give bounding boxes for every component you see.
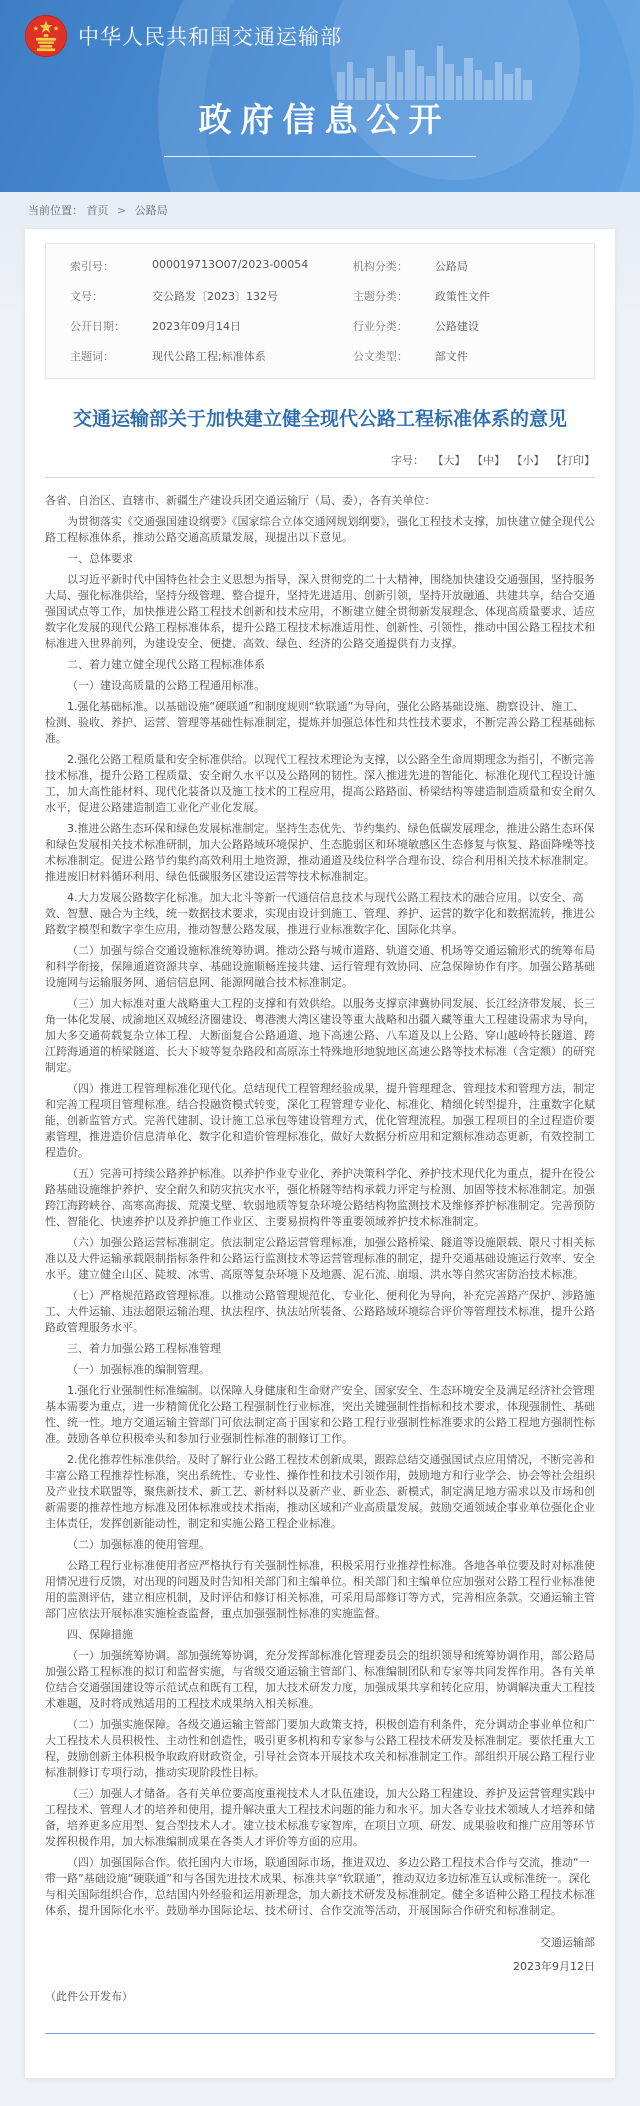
- document-paragraph: （一）加强统筹协调。部加强统筹协调，充分发挥部标准化管理委员会的组织领导和统筹协调作用，部公路局加强公路工程标准的拟订和监督实施，与省级交通运输主管部门、标准编制团队和专家等共同发挥作用。各有关单位结合交通强国建设等示范试点和既有工程，加大技术研发力度，加强成果共享和转化应用，协调解决重大工程技术难题，及时将成熟适用的工程技术成果纳入相关标准。: [45, 1648, 595, 1710]
- meta-row: [46, 341, 594, 371]
- document-paragraph: 为贯彻落实《交通强国建设纲要》《国家综合立体交通网规划纲要》，强化工程技术支撑，加快建立健全现代公路工程标准体系，推动公路交通高质量发展，现提出以下意见。: [45, 514, 595, 544]
- meta-label-org-category: 机构分类：: [352, 260, 408, 273]
- font-size-medium-button[interactable]: 【中】: [472, 453, 505, 467]
- document-paragraph: （四）推进工程管理标准化现代化。总结现代工程管理经验成果，提升管理理念、管理技术和管理方法，制定和完善工程项目管理标准。结合投融资模式转变，深化工程管理专业化、标准化、精细化转型提升，注重数字化赋能，创新监管方式。完善代建制、设计施工总承包等建设管理方式，优化管理流程。加强工程项目的全过程造价要素管理，推进造价信息清单化、数字化和造价管理标准化，做好大数据分析应用和定额标准动态更新，有效控制工程造价。: [45, 1081, 595, 1159]
- meta-row: [46, 251, 594, 281]
- page-title: 政府信息公开: [198, 100, 451, 139]
- print-button[interactable]: 【打印】: [551, 453, 595, 467]
- document-paragraph-salutation: 各省、自治区、直辖市、新疆生产建设兵团交通运输厅（局、委），各有关单位：: [45, 493, 436, 507]
- meta-label-industry-category: 行业分类：: [352, 320, 408, 333]
- signature-date: 2023年9月12日: [513, 1959, 595, 1973]
- document-title: 交通运输部关于加快建立健全现代公路工程标准体系的意见: [72, 408, 567, 430]
- bottom-divider: [45, 2033, 595, 2034]
- breadcrumb: [0, 192, 640, 229]
- document-paragraph: （二）加强实施保障。各级交通运输主管部门要加大政策支持，积极创造有利条件，充分调动企事业单位和广大工程技术人员积极性、主动性和创造性，吸引更多机构和专家参与公路工程技术研发及标准制定。要依托重大工程，鼓励创新主体积极争取政府财政资金，引导社会资本开展技术攻关和标准制定工作。部组织开展公路工程行业标准制修订专项行动，推动实现阶段性目标。: [45, 1717, 595, 1779]
- document-meta-box: [45, 243, 595, 379]
- document-paragraph: 1.强化基础标准。以基础设施“硬联通”和制度规则“软联通”为导向，强化公路基础设施、勘察设计、施工、检测、验收、养护、运营、管理等基础性标准制定，提炼并加强总体性和共性技术要求，不断完善公路工程基础标准。: [45, 699, 595, 745]
- site-brand: [0, 0, 640, 58]
- document-paragraph: 2.优化推荐性标准供给。及时了解行业公路工程技术创新成果，跟踪总结交通强国试点应用情况，不断完善和丰富公路工程推荐性标准，突出系统性、专业性、操作性和技术引领作用，鼓励地方和行业学会、协会等社会组织及产业技术联盟等，聚焦新技术、新工艺、新材料以及新产业、新业态、新模式，制定满足地方需求以及市场和创新需要的推荐性地方标准及团体标准或技术指南，推动区域和产业高质量发展。鼓励交通领域企事业单位强化企业主体责任，发挥创新能动性，制定和实施公路工程企业标准。: [45, 1452, 595, 1530]
- national-emblem-icon: [24, 14, 68, 58]
- public-release-note: （此件公开发布）: [45, 1989, 133, 2003]
- document-paragraph: （七）严格规范路政管理标准。以推动公路管理规范化、专业化、便利化为导向，补充完善路产保护、涉路施工、大件运输、违法超限运输治理、执法程序、执法站所装备、公路路域环境综合评价等管理技术标准，提升公路路政管理服务水平。: [45, 1288, 595, 1334]
- document-body: [45, 493, 595, 1919]
- meta-label-index-no: 索引号：: [70, 260, 114, 273]
- document-section-heading: 一、总体要求: [67, 551, 133, 565]
- document-subsection-heading: （一）加强标准的编制管理。: [67, 1362, 210, 1376]
- meta-label-keywords: 主题词：: [70, 350, 114, 363]
- meta-row: [46, 311, 594, 341]
- document-paragraph: 公路工程行业标准使用者应严格执行有关强制性标准，积极采用行业推荐性标准。各地各单位要及时对标准使用情况进行反馈，对出现的问题及时告知相关部门和主编单位。相关部门和主编单位应加强对公路工程行业标准使用的监测评估，建立相应机制，及时评估和修订相关标准，可采用局部修订等方式，完善相应条款。交通运输主管部门应依法开展标准实施检查监督，重点加强强制性标准的实施监督。: [45, 1558, 595, 1620]
- font-size-large-button[interactable]: 【大】: [432, 453, 466, 467]
- meta-value-topic-category: 政策性文件: [434, 290, 490, 303]
- document-subsection-heading: （二）加强标准的使用管理。: [67, 1537, 210, 1551]
- meta-value-doc-type: 部文件: [434, 350, 468, 363]
- font-size-small-button[interactable]: 【小】: [511, 453, 545, 467]
- document-paragraph: 4.大力发展公路数字化标准。加大北斗等新一代通信信息技术与现代公路工程技术的融合应用。以安全、高效、智慧、融合为主线，统一数据技术要求，实现由设计到施工、管理、养护、运营的数字化和数据流转，推进公路数字模型和数字孪生应用，推动智慧公路发展，推进行业标准数字化、国际化共享。: [45, 890, 595, 936]
- meta-value-doc-no: 交公路发〔2023〕132号: [152, 290, 278, 303]
- meta-value-industry-category: 公路建设: [434, 320, 479, 333]
- meta-value-index-no: 000019713O07/2023-00054: [152, 258, 309, 271]
- document-paragraph: （四）加强国际合作。依托国内大市场，联通国际市场，推进双边、多边公路工程技术合作与交流，推动“一带一路”基础设施“硬联通”和与各国先进技术成果、标准共享“软联通”，推动双边多边标准互认或标准统一。深化与相关国际组织合作，总结国内外经验和运用新理念，加大新技术研发及标准制定。健全多语种公路工程技术标准体系，提升国际化水平。鼓励举办国际论坛、技术研讨、合作交流等活动，开展国际合作研究和标准制定。: [45, 1855, 595, 1917]
- meta-label-doc-no: 文号：: [70, 290, 103, 303]
- breadcrumb-current: 公路局: [134, 204, 168, 217]
- site-header: [0, 0, 640, 192]
- document-paragraph: （三）加强人才储备。各有关单位要高度重视技术人才队伍建设，加大公路工程建设、养护及运营管理实践中工程技术、管理人才的培养和使用，提升解决重大工程技术问题的能力和水平。加大各专业技术领域人才培养和储备，培养更多应用型、复合型技术人才。建立技术标准专家智库，在项目立项、研发、成果验收和推广应用等环节发挥积极作用，加大标准编制成果在各类人才评价等方面的应用。: [45, 1786, 595, 1848]
- site-name: 中华人民共和国交通运输部: [78, 25, 342, 49]
- document-paragraph: （三）加大标准对重大战略重大工程的支撑和有效供给。以服务支撑京津冀协同发展、长江经济带发展、长三角一体化发展、成渝地区双城经济圈建设、粤港澳大湾区建设等重大战略和出疆入藏等重大工程建设需求为导向，加大多交通荷载复杂立体工程、大断面复合公路通道、地下高速公路、八车道及以上公路、穿山越岭特长隧道、跨江跨海通道的桥梁隧道、长大下坡等复杂路段和高原冻土特殊地形地貌地区高速公路等技术标准（含定额）的研究制定。: [45, 996, 595, 1074]
- title-underline: [164, 156, 476, 157]
- breadcrumb-separator: >: [117, 204, 127, 217]
- font-size-label: 字号：: [391, 453, 424, 467]
- document-paragraph: （六）加强公路运营标准制定。依法制定公路运营管理标准，加强公路桥梁、隧道等设施限载、限尺寸相关标准以及大件运输承载限制指标条件和公路运行监测技术等运营管理标准的制定，提升交通基础设施运行效率、安全水平。建立健全山区、陡坡、冰雪、高原等复杂环境下及地震、泥石流、崩塌、洪水等自然灾害防治技术标准。: [45, 1235, 595, 1281]
- meta-label-doc-type: 公文类型：: [352, 350, 408, 363]
- document-section-heading: 四、保障措施: [67, 1627, 133, 1641]
- meta-value-keywords: 现代公路工程;标准体系: [152, 350, 266, 363]
- document-paragraph: 3.推进公路生态环保和绿色发展标准制定。坚持生态优先、节约集约、绿色低碳发展理念，推进公路生态环保和绿色发展相关技术标准研制，加大公路路域环境保护、生态脆弱区和环境敏感区生态修复与恢复、路面降噪等技术标准制定。促进公路节约集约高效利用土地资源，推动通道及线位科学合理布设、综合利用相关技术标准制定。推进废旧材料循环利用、绿色低碳服务区建设运营等技术标准制定。: [45, 821, 595, 883]
- content-card: [25, 229, 615, 2078]
- document-paragraph: 以习近平新时代中国特色社会主义思想为指导，深入贯彻党的二十大精神，围绕加快建设交通强国，坚持服务大局、强化标准供给，坚持分级管理、整合提升，坚持先进适用、创新引领，坚持开放融通、共建共享，结合交通强国试点等工作，加快推进公路工程技术创新和技术应用，不断建立健全贯彻新发展理念、体现高质量要求、适应数字化发展的现代公路工程标准体系，提升公路工程技术标准适用性、创新性、引领性，推动中国公路工程技术和标准进入世界前列，为建设安全、便捷、高效、绿色、经济的公路交通提供有力支撑。: [45, 572, 595, 650]
- meta-label-publish-date: 公开日期：: [70, 320, 125, 333]
- signature-issuer: 交通运输部: [540, 1935, 595, 1949]
- document-paragraph: （二）加强与综合交通设施标准统筹协调。推动公路与城市道路、轨道交通、机场等交通运输形式的统筹布局和科学衔接，保障通道资源共享、基础设施顺畅连接共建、运行管理有效协同、应急保障协作有序。加强公路基础设施网与运输服务网、通信信息网、能源网融合技术标准制定。: [45, 943, 595, 989]
- meta-label-topic-category: 主题分类：: [352, 290, 408, 303]
- font-size-toolbar: [45, 452, 595, 478]
- meta-row: [46, 281, 594, 311]
- breadcrumb-label: 当前位置：: [28, 204, 83, 217]
- signature-block: [45, 1935, 595, 2005]
- document-paragraph: 1.强化行业强制性标准编制。以保障人身健康和生命财产安全、国家安全、生态环境安全及满足经济社会管理基本需要为重点，进一步精简优化公路工程强制性行业标准，突出关键强制性指标和技术要求，体现强制性、基础性、统一性。地方交通运输主管部门可依法制定高于国家和公路工程行业强制性标准要求的公路工程地方强制性标准。鼓励各单位积极牵头和参加行业强制性标准的制修订工作。: [45, 1383, 595, 1445]
- document-subsection-heading: （一）建设高质量的公路工程通用标准。: [67, 678, 265, 692]
- document-section-heading: 二、着力建立健全现代公路工程标准体系: [67, 657, 265, 671]
- meta-value-publish-date: 2023年09月14日: [152, 320, 241, 333]
- document-paragraph: 2.强化公路工程质量和安全标准供给。以现代工程技术理论为支撑，以公路全生命周期理念为指引，不断完善技术标准，提升公路工程质量、安全耐久水平以及公路网的韧性。深入推进先进的智能化、标准化现代工程设计施工，加大高性能材料、现代化装备以及施工技术的工程应用，提高公路路面、桥梁结构等建造制造质量和安全耐久水平，促进公路建造制造工业化产业化发展。: [45, 752, 595, 814]
- document-paragraph: （五）完善可持续公路养护标准。以养护作业专业化、养护决策科学化、养护技术现代化为重点，提升在役公路基础设施维护养护、安全耐久和防灾抗灾水平，强化桥隧等结构承载力评定与检测、加固等技术标准制定。加强跨江海跨峡谷、高寒高海拔、荒漠戈壁、软弱地质等复杂环境公路结构物监测技术及维修养护标准制定。完善预防性、智能化、快速养护以及养护施工作业区、主要易损构件等重要领域养护技术标准制定。: [45, 1166, 595, 1228]
- breadcrumb-home-link[interactable]: 首页: [86, 204, 109, 217]
- meta-value-org-category: 公路局: [434, 260, 468, 273]
- document-section-heading: 三、着力加强公路工程标准管理: [67, 1341, 221, 1355]
